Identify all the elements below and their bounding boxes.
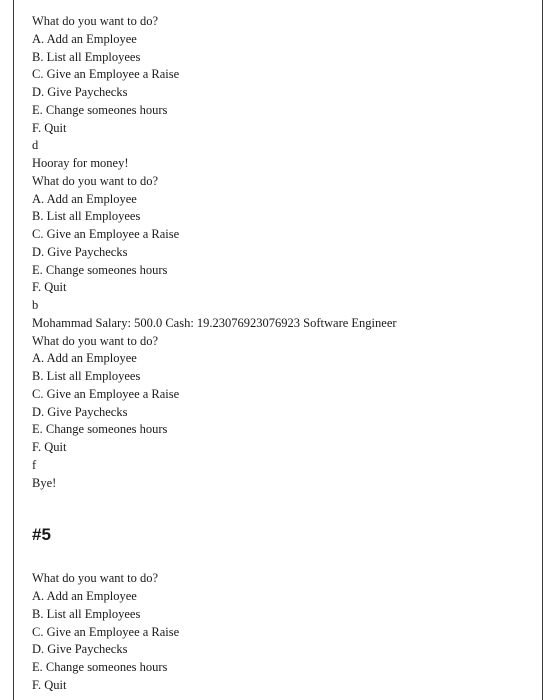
output-line: B. List all Employees <box>32 369 141 383</box>
output-line: C. Give an Employee a Raise <box>32 67 180 82</box>
output-line: Hooray for money! <box>32 156 129 170</box>
user-input-line: d <box>32 138 39 153</box>
output-line: C. Give an Employee a Raise <box>32 227 180 241</box>
output-line: D. Give Paychecks <box>32 85 128 99</box>
output-line: E. Change someones hours <box>32 102 168 117</box>
output-line: C. Give an Employee a Raise <box>32 386 180 401</box>
output-line: What do you want to do? <box>32 173 159 188</box>
output-block-first <box>32 13 532 492</box>
output-line: What do you want to do? <box>32 333 159 348</box>
output-line: A. Add an Employee <box>32 191 137 206</box>
section-heading: #5 <box>32 525 51 545</box>
output-line: A. Add an Employee <box>32 31 137 46</box>
output-line: F. Quit <box>32 280 67 295</box>
output-block-second <box>32 570 532 694</box>
output-line: A. Add an Employee <box>32 589 137 603</box>
output-line: E. Change someones hours <box>32 262 168 277</box>
output-line: F. Quit <box>32 440 67 454</box>
employee-record-line: Mohammad Salary: 500.0 Cash: 19.23076923076923 Software Engineer <box>32 315 397 330</box>
output-line: B. List all Employees <box>32 209 141 224</box>
output-line: E. Change someones hours <box>32 422 168 437</box>
console-output <box>32 13 532 695</box>
user-input-line: f <box>32 457 37 472</box>
output-line: E. Change someones hours <box>32 660 168 674</box>
output-line: C. Give an Employee a Raise <box>32 624 180 639</box>
output-line: F. Quit <box>32 120 67 135</box>
user-input-line: b <box>32 298 39 312</box>
output-line: D. Give Paychecks <box>32 404 128 419</box>
output-line: B. List all Employees <box>32 49 141 64</box>
output-line: D. Give Paychecks <box>32 642 128 657</box>
output-line: A. Add an Employee <box>32 351 137 366</box>
output-line: B. List all Employees <box>32 606 141 621</box>
output-line: What do you want to do? <box>32 14 159 28</box>
output-line: What do you want to do? <box>32 571 159 586</box>
output-line: Bye! <box>32 475 57 490</box>
output-line: F. Quit <box>32 677 67 692</box>
output-line: D. Give Paychecks <box>32 244 128 259</box>
